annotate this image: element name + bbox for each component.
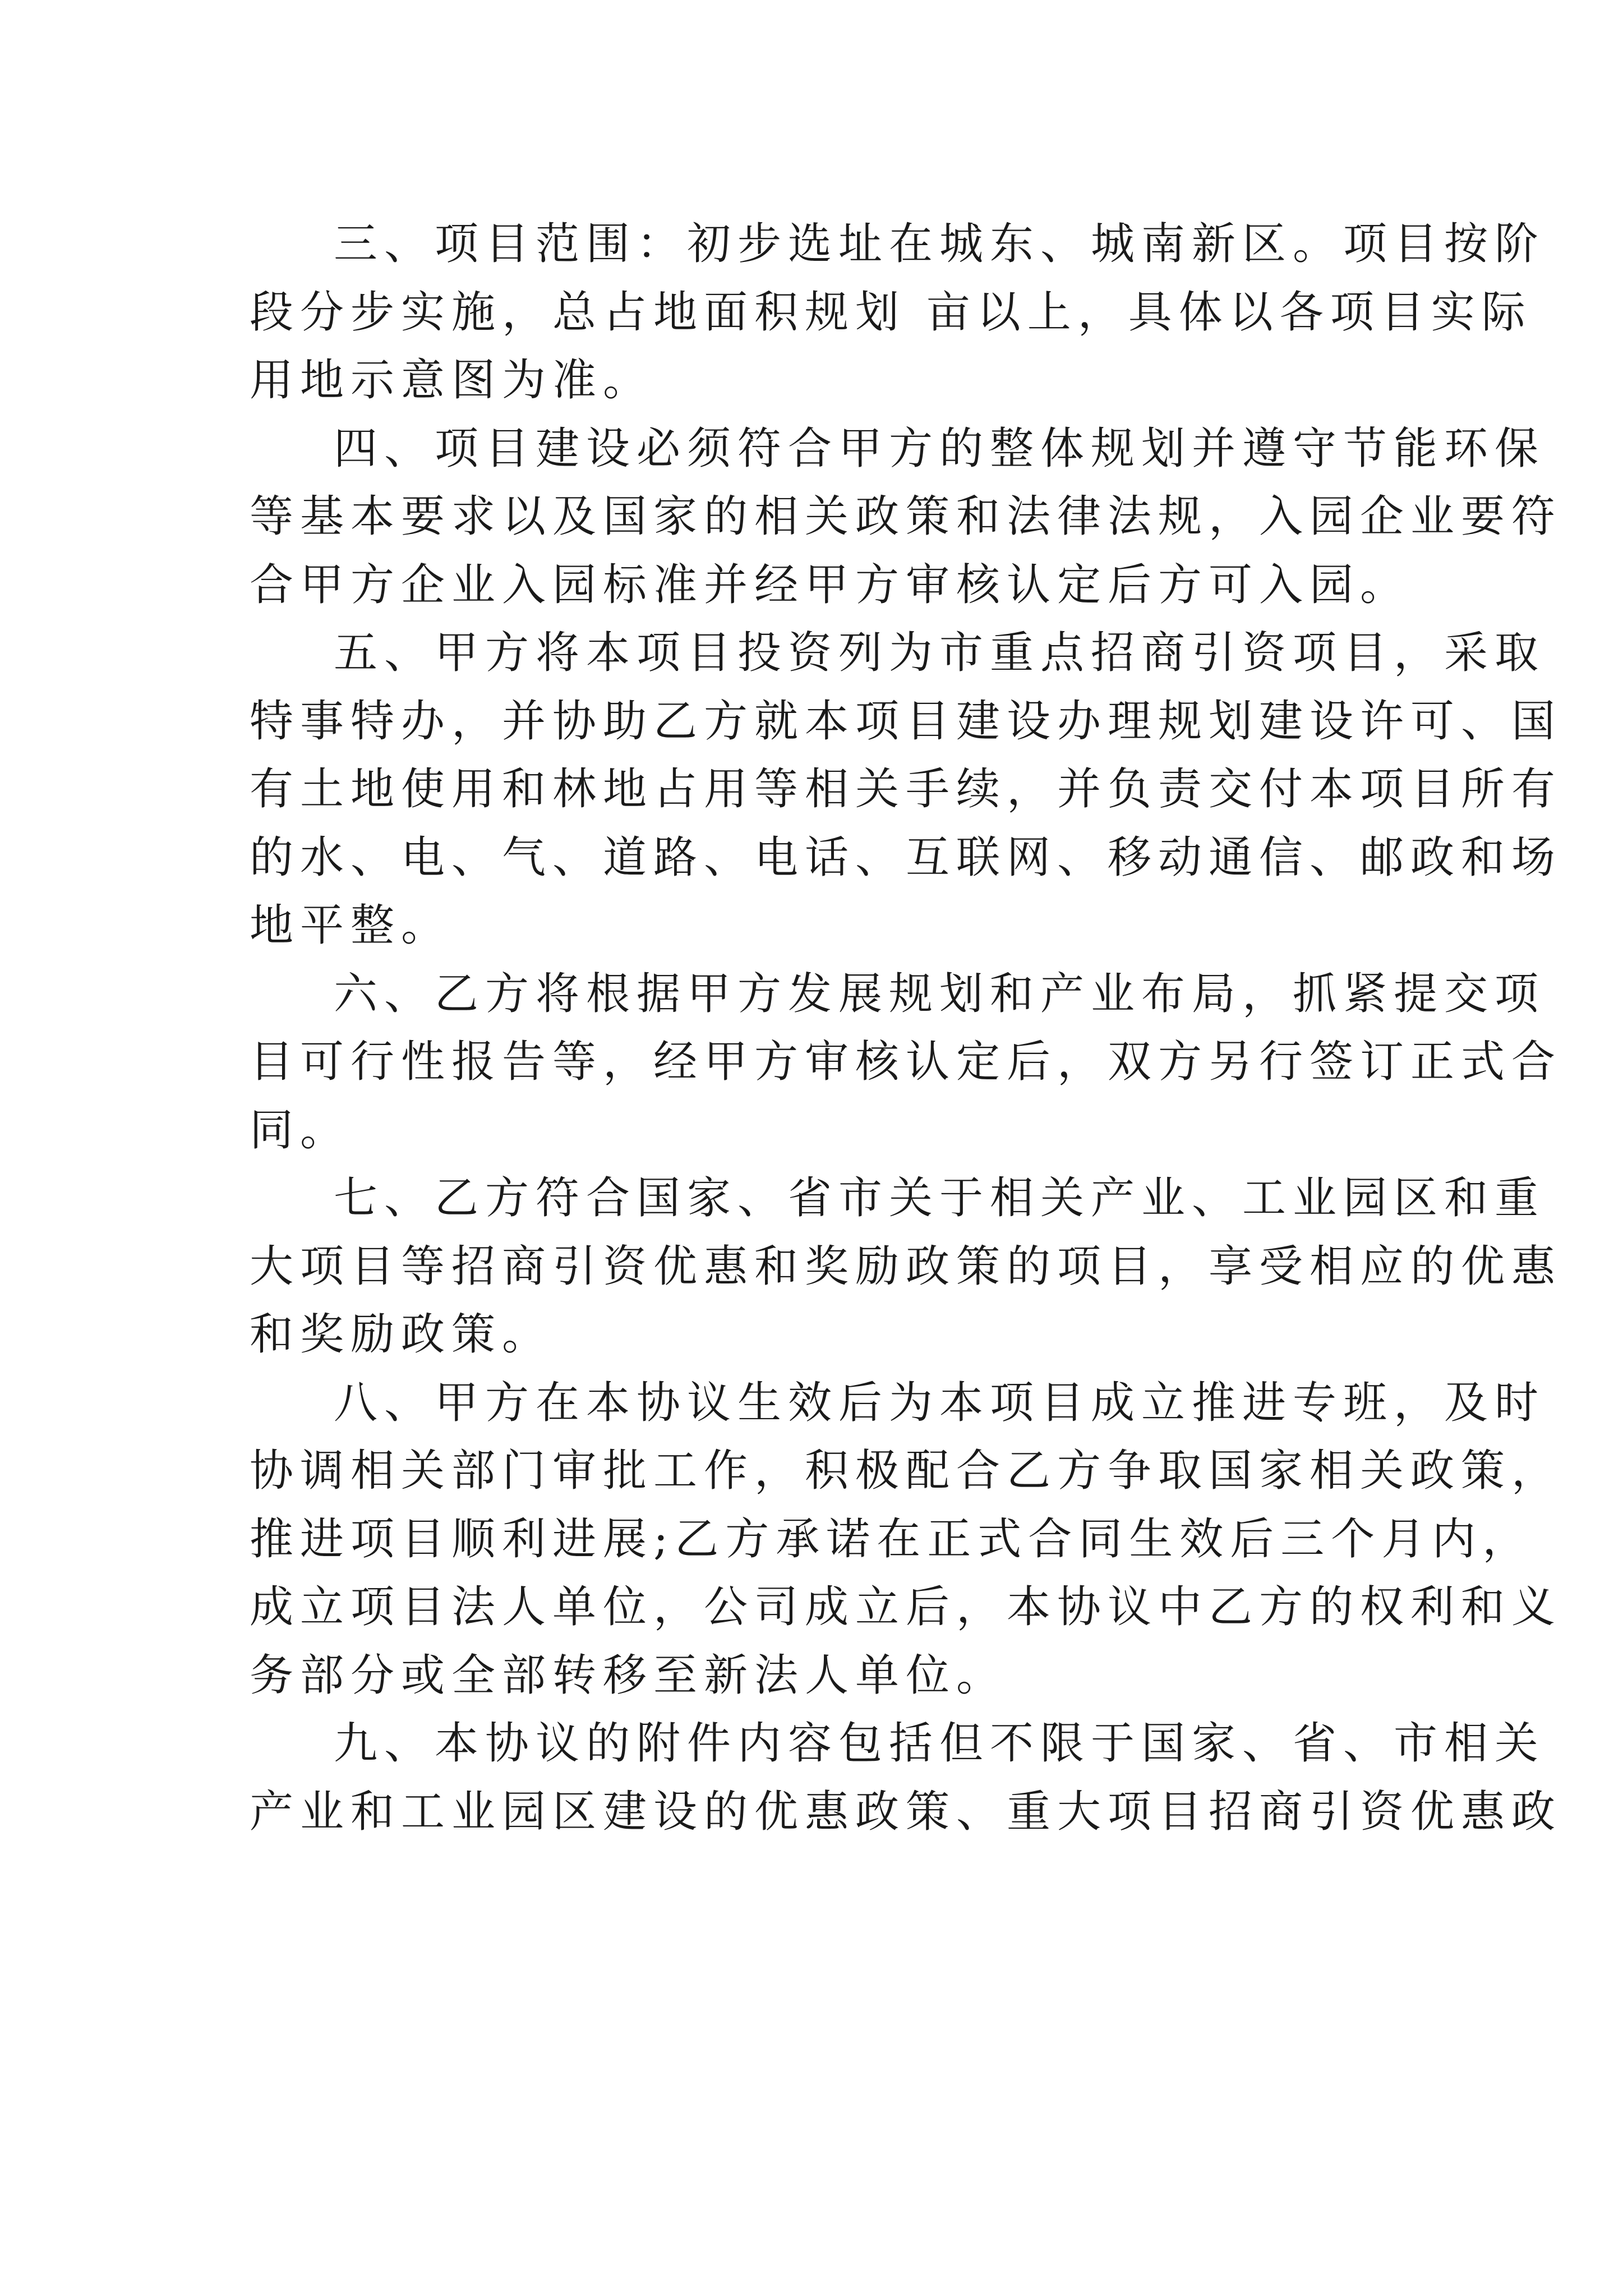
paragraph-line: 用地示意图为准。 <box>250 355 654 406</box>
paragraph-3 <box>250 210 1546 415</box>
paragraph-line: 五、甲方将本项目投资列为市重点招商引资项目，采取 <box>334 628 1546 678</box>
paragraph-line: 的水、电、气、道路、电话、互联网、移动通信、邮政和场 <box>250 832 1562 883</box>
paragraph-line: 八、甲方在本协议生效后为本项目成立推进专班，及时 <box>334 1377 1546 1428</box>
paragraph-4 <box>250 415 1562 620</box>
paragraph-line: 目可行性报告等，经甲方审核认定后，双方另行签订正式合 <box>250 1037 1562 1087</box>
paragraph-line: 大项目等招商引资优惠和奖励政策的项目，享受相应的优惠 <box>250 1241 1562 1292</box>
paragraph-9 <box>250 1710 1562 1846</box>
paragraph-line: 地平整。 <box>250 900 452 951</box>
paragraph-line: 合甲方企业入园标准并经甲方审核认定后方可入园。 <box>250 559 1411 610</box>
paragraph-6 <box>250 960 1562 1165</box>
paragraph-line: 产业和工业园区建设的优惠政策、重大项目招商引资优惠政 <box>250 1786 1562 1837</box>
paragraph-line: 段分步实施，总占地面积规划 亩以上，具体以各项目实际 <box>250 287 1532 338</box>
paragraph-line: 四、项目建设必须符合甲方的整体规划并遵守节能环保 <box>334 423 1546 474</box>
paragraph-line: 三、项目范围：初步选址在城东、城南新区。项目按阶 <box>334 219 1546 269</box>
paragraph-line: 务部分或全部转移至新法人单位。 <box>250 1650 1007 1701</box>
paragraph-5 <box>250 619 1562 960</box>
paragraph-line: 协调相关部门审批工作，积极配合乙方争取国家相关政策， <box>250 1446 1562 1496</box>
paragraph-line: 有土地使用和林地占用等相关手续，并负责交付本项目所有 <box>250 764 1562 815</box>
paragraph-line: 六、乙方将根据甲方发展规划和产业布局，抓紧提交项 <box>334 968 1546 1019</box>
paragraph-line: 推进项目顺利进展;乙方承诺在正式合同生效后三个月内， <box>250 1513 1533 1565</box>
paragraph-line: 九、本协议的附件内容包括但不限于国家、省、市相关 <box>334 1718 1546 1769</box>
paragraph-line: 成立项目法人单位，公司成立后，本协议中乙方的权利和义 <box>250 1582 1562 1632</box>
paragraph-line: 同。 <box>250 1105 351 1156</box>
paragraph-7 <box>250 1165 1562 1369</box>
paragraph-8 <box>250 1369 1562 1710</box>
paragraph-line: 七、乙方符合国家、省市关于相关产业、工业园区和重 <box>334 1173 1546 1223</box>
paragraph-line: 特事特办，并协助乙方就本项目建设办理规划建设许可、国 <box>250 696 1562 747</box>
paragraph-line: 等基本要求以及国家的相关政策和法律法规，入园企业要符 <box>250 491 1562 542</box>
document-body <box>250 210 1562 1846</box>
paragraph-line: 和奖励政策。 <box>250 1309 553 1360</box>
